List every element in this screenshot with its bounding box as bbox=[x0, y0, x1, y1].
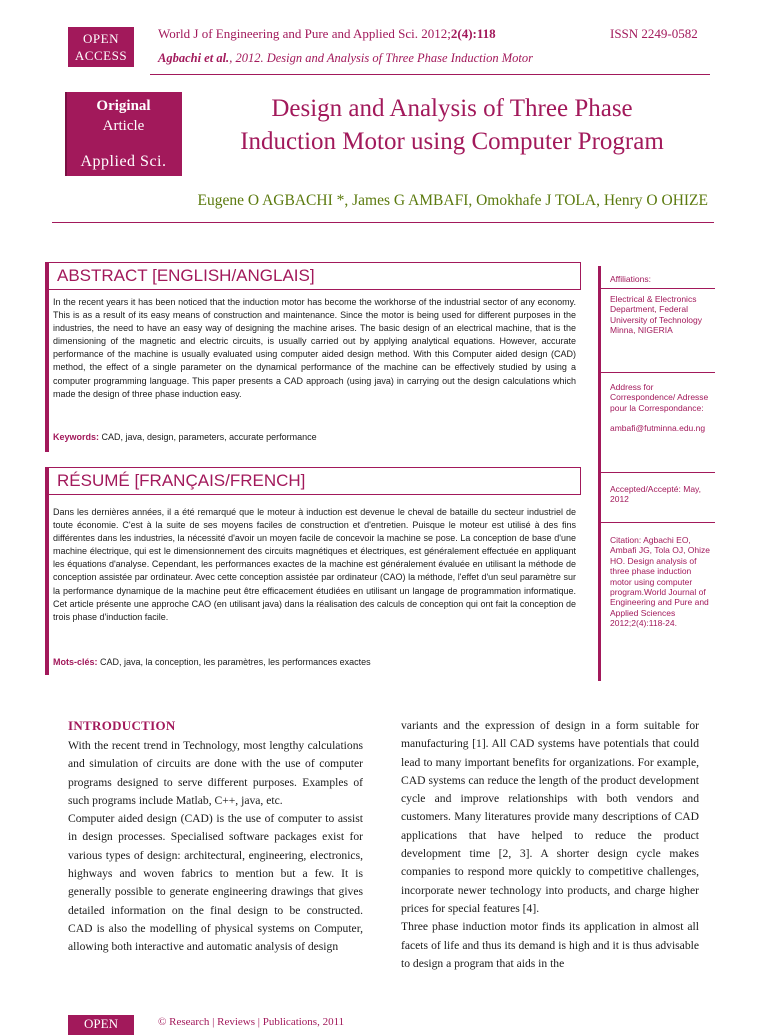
running-citation bbox=[158, 51, 533, 66]
mots-cles-label: Mots-clés: bbox=[53, 657, 98, 667]
article-type-article: Article bbox=[102, 118, 145, 134]
resume-text: Dans les dernières années, il a été remarqué que le moteur à induction est devenue le cheval de bataille du secteur industriel de toute économie. C'est à la suite de ses moyens faciles de construction et d'entretien. Puisque le moteur est utilisé à des fins différentes dans les industries, la nécessité d'avoir un moyen facile de concevoir la machine se pose. La conception de base d'une machine électrique, qui est le dimensionnement des circuits magnétiques et électriques, est généralement effectuée en appliquant les équations d'analyse. Cependant, les performances exactes de la machine est généralement évaluée en utilisant la méthode de conception assistée par ordinateur. Avec cette conception assistée par ordinateur (CAO) la méthode, l'effet d'un seul paramètre sur la performance dynamique de la machine peut être efficacement étudiées en utilisant un langage de programmation informatique. Cet article présente une approche CAO (en utilisant java) dans la réalisation des calculs de conception qui ont fait la conception de trois phase d'induction facile. bbox=[53, 507, 576, 622]
sidebar-divider bbox=[601, 372, 715, 373]
sidebar-divider bbox=[601, 472, 715, 473]
paper-title-line1: Design and Analysis of Three Phase bbox=[271, 95, 633, 122]
intro-paragraph: variants and the expression of design in a form suitable for manufacturing [1]. All CAD systems have potentials that could lead to many important benefits for organizations. For example, CAD systems can reduce the length of the product development cycle and improve relationships with both vendors and customers. Many literatures provide many descriptions of CAD applications that have helped to reduce the product development time [2, 3]. A shorter design cycle makes companies to respond more quickly to competitive challenges, incorporate newer technology into products, and charge higher prices for special features [4]. bbox=[401, 719, 699, 915]
open-access-line2: ACCESS bbox=[74, 48, 128, 63]
paper-title-line2: Induction Motor using Computer Program bbox=[240, 128, 664, 155]
article-type-accent bbox=[65, 92, 67, 176]
header-divider bbox=[150, 74, 710, 75]
keywords-label: Keywords: bbox=[53, 432, 100, 442]
intro-paragraph: With the recent trend in Technology, most lengthy calculations and simulation of circuits are done with the use of computer programs designed to serve different purposes. Examples of such programs include Matlab, C++, java, etc. bbox=[68, 739, 363, 807]
abstract-keywords bbox=[53, 432, 576, 442]
abstract-heading: ABSTRACT [ENGLISH/ANGLAIS] bbox=[45, 262, 581, 290]
resume-keywords bbox=[53, 657, 576, 667]
footer-copyright: © Research | Reviews | Publications, 2011 bbox=[158, 1016, 345, 1028]
intro-paragraph: Computer aided design (CAD) is the use of computer to assist in design processes. Specialised software packages exist for various types of design: architectural, engineering, electronics, highways and woven fabrics to mention but a few. It is generally possible to generate engineering drawings that gives detailed information on the final design to be constructed. CAD is also the modelling of physical systems on Computer, allowing both interactive and automatic analysis of design bbox=[68, 812, 363, 954]
accepted-date: Accepted/Accepté: May, 2012 bbox=[610, 484, 702, 505]
body-column-right bbox=[401, 717, 699, 973]
journal-name: World J of Engineering and Pure and Applied Sci. 2012; bbox=[158, 26, 451, 41]
article-type-field: Applied Sci. bbox=[80, 153, 167, 170]
journal-volume: 2(4) bbox=[450, 26, 473, 41]
citation-text: Citation: Agbachi EO, Ambafi JG, Tola OJ, Ohize HO. Design analysis of three phase induction motor using computer program.World Journal of Engineering and Pure and Applied Sciences 2012;2(4):118-24. bbox=[610, 535, 710, 629]
sidebar-divider bbox=[601, 522, 715, 523]
running-citation-authors: Agbachi et al. bbox=[158, 51, 230, 65]
author-list: Eugene O AGBACHI *, James G AMBAFI, Omokhafe J TOLA, Henry O OHIZE bbox=[197, 192, 708, 209]
author-divider bbox=[52, 222, 714, 223]
resume-heading: RÉSUMÉ [FRANÇAIS/FRENCH] bbox=[45, 467, 581, 495]
abstract-accent-bar bbox=[45, 290, 49, 452]
article-type-original: Original bbox=[96, 98, 151, 114]
keywords-value: CAD, java, design, parameters, accurate performance bbox=[99, 432, 317, 442]
affiliation-text: Electrical & Electronics Department, Federal University of Technology Minna, NIGERIA bbox=[610, 294, 702, 336]
footer-open-badge: OPEN bbox=[68, 1015, 134, 1035]
running-citation-title: , 2012. Design and Analysis of Three Phase Induction Motor bbox=[229, 51, 533, 65]
correspondence-email[interactable]: ambafi@futminna.edu.ng bbox=[610, 423, 706, 433]
open-access-line1: OPEN bbox=[83, 31, 119, 46]
introduction-heading: INTRODUCTION bbox=[68, 718, 176, 733]
mots-cles-value: CAD, java, la conception, les paramètres, les performances exactes bbox=[97, 657, 371, 667]
issn: ISSN 2249-0582 bbox=[610, 26, 698, 41]
affiliations-label: Affiliations: bbox=[610, 274, 651, 284]
paper-title bbox=[196, 92, 708, 158]
journal-reference bbox=[158, 26, 496, 42]
intro-paragraph: Three phase induction motor finds its application in almost all facets of life and thus its demand is high and it is thus advisable to design a program that aids in the bbox=[401, 920, 699, 970]
resume-accent-bar bbox=[45, 495, 49, 675]
article-type-box bbox=[65, 92, 182, 176]
body-column-left bbox=[68, 737, 363, 957]
correspondence-label: Address for Correspondence/ Adresse pour la Correspondance: bbox=[610, 382, 709, 413]
open-access-badge bbox=[68, 27, 134, 67]
sidebar-divider bbox=[601, 288, 715, 289]
abstract-text: In the recent years it has been noticed that the induction motor has become the workhorse of the industrial sector of any economy. This is as a result of its easy means of construction and maintenance. Since the motor is being used for different purposes in the industries, the need to have an easy way of designing the machine arises. The basic design of an electrical machine, that is the dimensioning of the magnetic and electric circuits, is usually carried out by applying analytical equations. However, accurate performance of the machine is usually evaluated using computer aided design method. With this Computer aided design (CAD) method, the effect of a single parameter on the dynamical performance of the machine can be effectively studied by using a computer programming language. This paper presents a CAD approach (using java) in carrying out the design calculations which made the design of three phase induction easy. bbox=[53, 297, 576, 399]
journal-pages: :118 bbox=[472, 26, 496, 41]
